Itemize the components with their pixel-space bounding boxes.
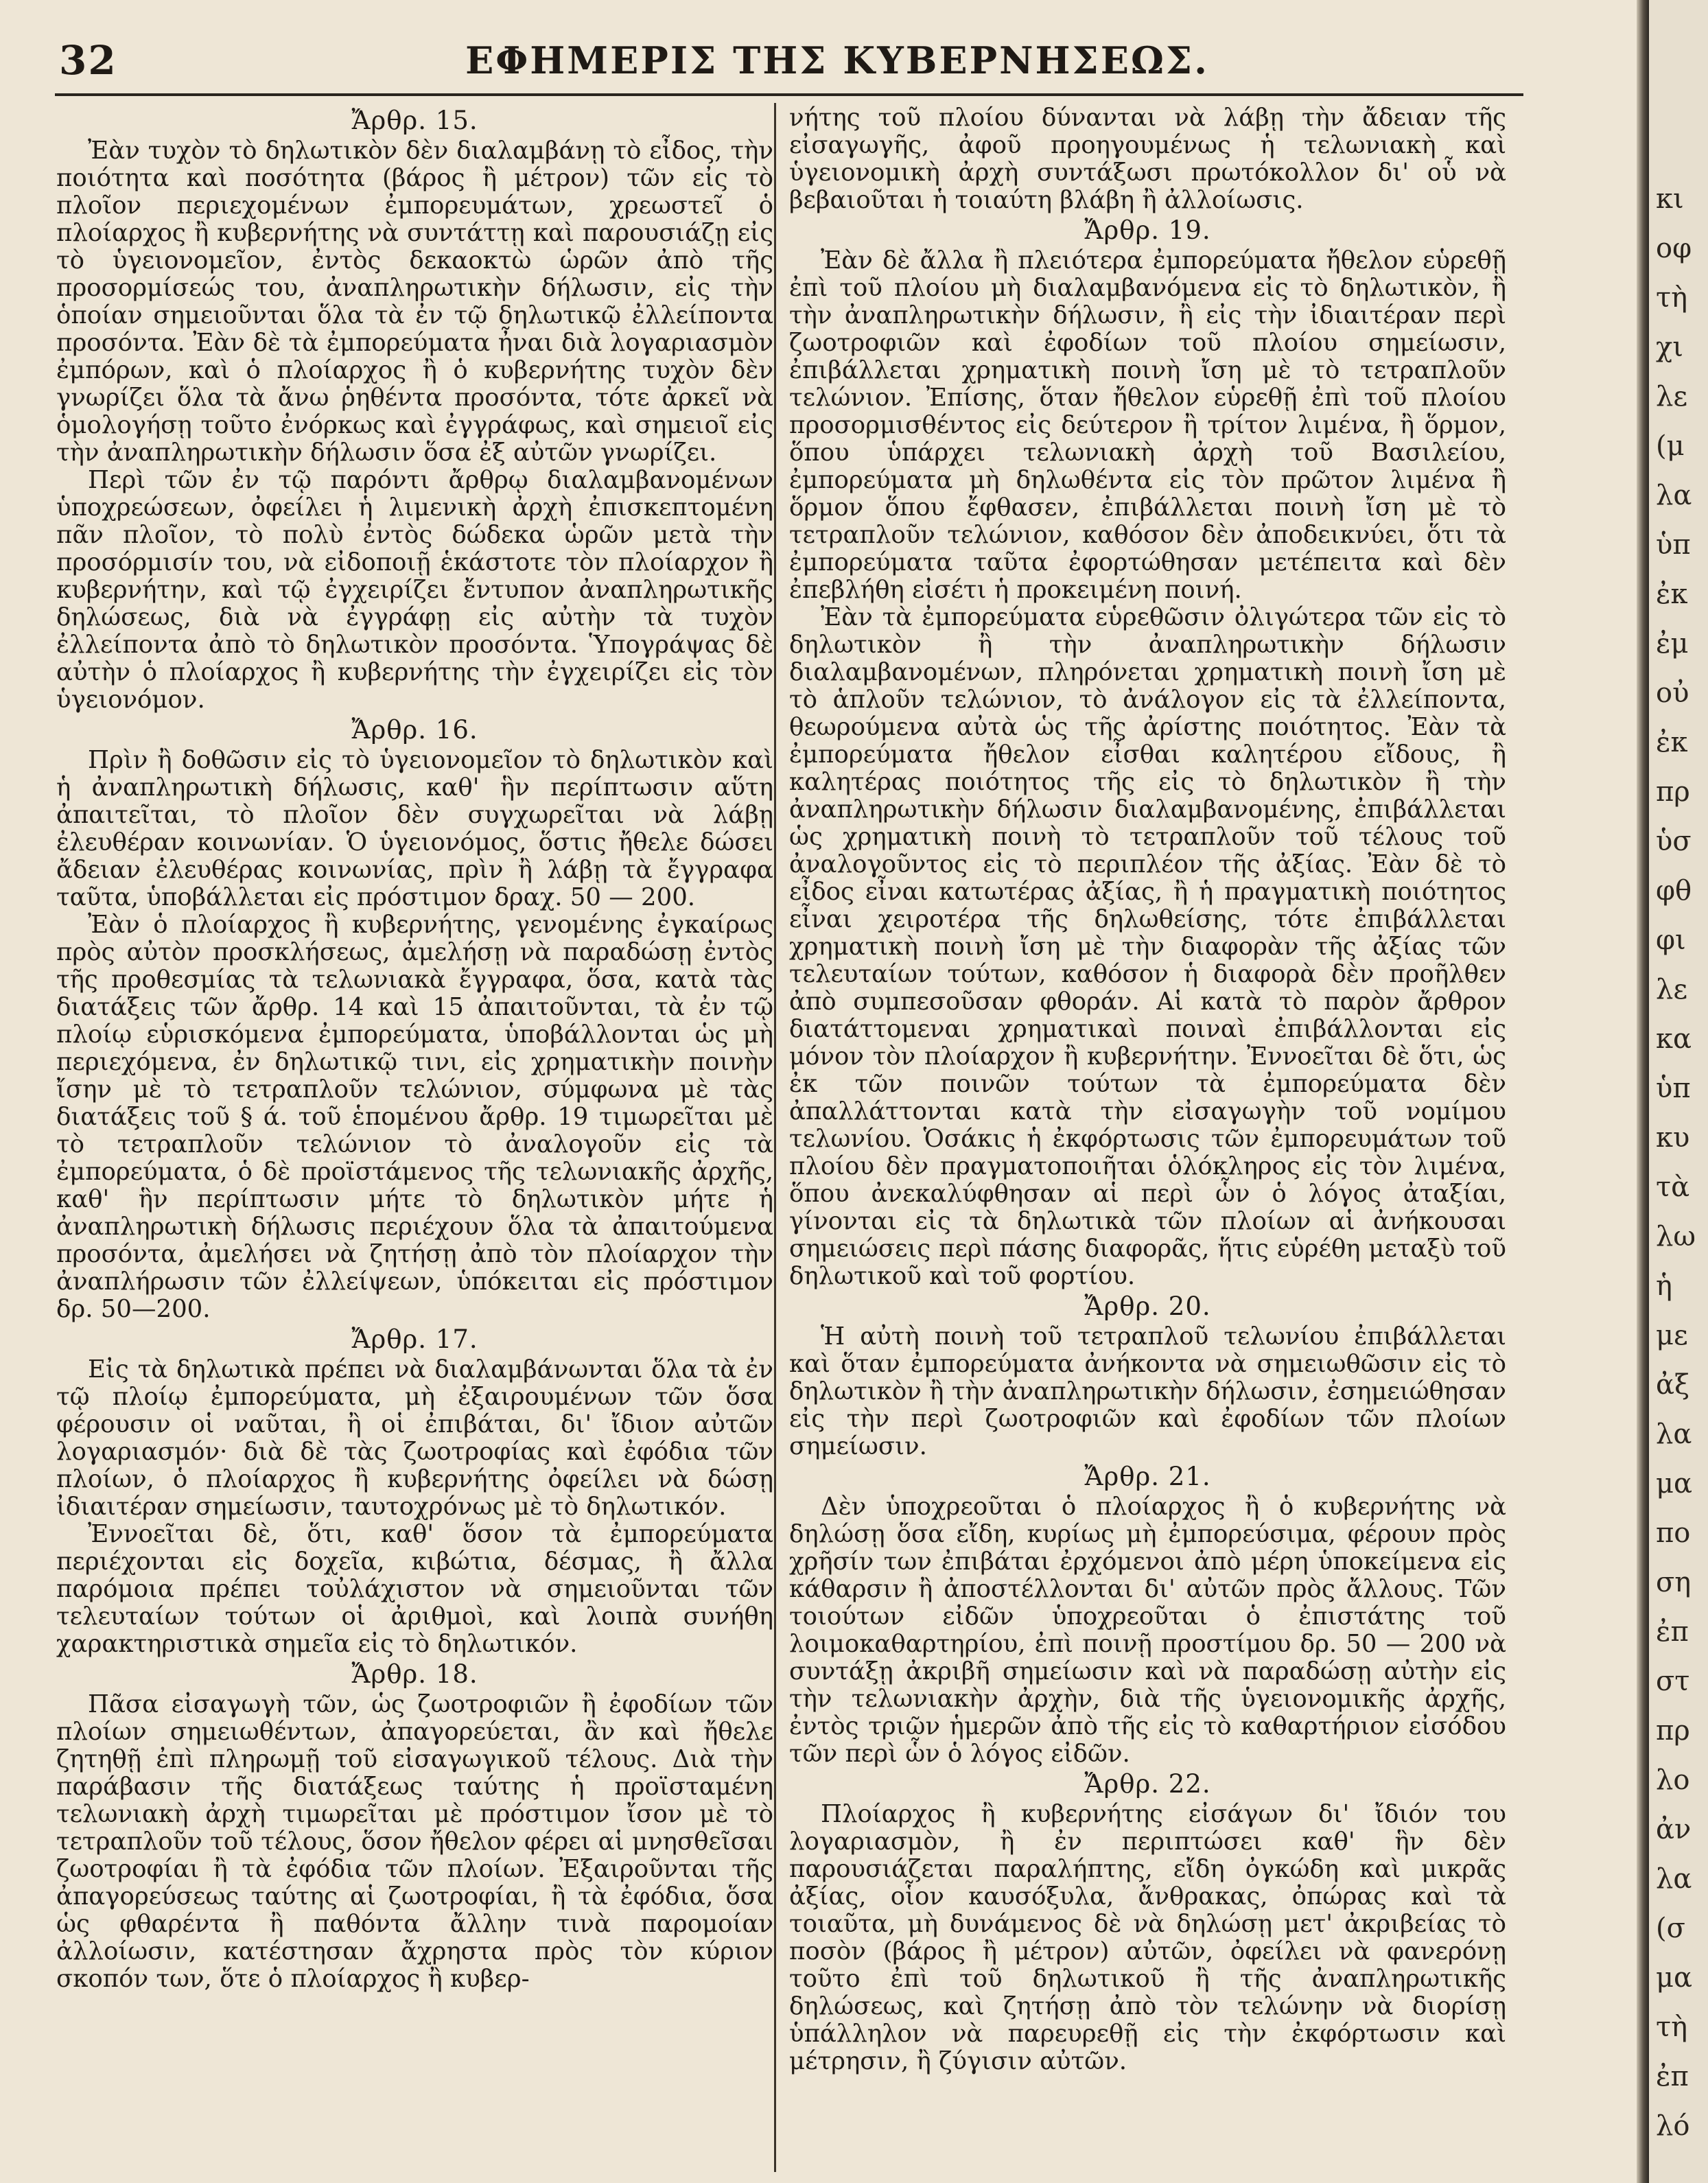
facing-page-fragment: ὑπ [1656, 1073, 1691, 1104]
facing-page-edge [1649, 0, 1708, 2183]
page-header [55, 34, 1619, 82]
facing-page-fragment: ἐπ [1656, 2061, 1689, 2092]
facing-page-fragment: λα [1656, 1863, 1692, 1895]
facing-page-fragment: ἀξ [1656, 1369, 1690, 1401]
facing-page-fragment: τὴ [1656, 282, 1688, 314]
header-rule [55, 93, 1523, 96]
facing-page-fragment: χι [1656, 331, 1683, 363]
facing-page-fragment: φι [1656, 924, 1686, 956]
article-paragraph: Πρὶν ἢ δοθῶσιν εἰς τὸ ὑγειονομεῖον τὸ δηλωτικὸν καὶ ἡ ἀναπληρωτικὴ δήλωσις, καθ' ἣν περίπτωσιν αὕτη ἀπαιτεῖται, τὸ πλοῖον δὲν συγχωρεῖται νὰ λάβῃ ἐλευθέραν κοινωνίαν. Ὁ ὑγειονόμος, ὅστις ἤθελε δώσει ἄδειαν ἐλευθέρας κοινωνίας, πρὶν ἢ λάβῃ τὰ ἔγγραφα ταῦτα, ὑποβάλλεται εἰς πρόστιμον δραχ. 50 — 200. [56, 746, 773, 911]
facing-page-fragment: λω [1656, 1221, 1696, 1252]
facing-page-fragment: στ [1656, 1666, 1690, 1697]
article-heading: Ἄρθρ. 21. [1084, 1462, 1211, 1491]
facing-page-fragment: κα [1656, 1023, 1692, 1055]
article-heading: Ἄρθρ. 16. [351, 715, 478, 745]
article-heading: Ἄρθρ. 20. [1084, 1292, 1211, 1321]
facing-page-fragment: με [1656, 1320, 1688, 1351]
article-paragraph: Πᾶσα εἰσαγωγὴ τῶν, ὡς ζωοτροφιῶν ἢ ἐφοδίων τῶν πλοίων σημειωθέντων, ἀπαγορεύεται, ἂν καὶ ἤθελε ζητηθῇ ἐπὶ πληρωμῇ τοῦ εἰσαγωγικοῦ τέλους. Διὰ τὴν παράβασιν τῆς διατάξεως ταύτης ἡ προϊσταμένη τελωνιακὴ ἀρχὴ τιμωρεῖται μὲ πρόστιμον ἴσον μὲ τὸ τετραπλοῦν τοῦ τέλους, ὅσον ἤθελον φέρει αἱ μνησθεῖσαι ζωοτροφίαι ἢ τὰ ἐφόδια τῶν πλοίων. Ἐξαιροῦνται τῆς ἀπαγορεύσεως ταύτης αἱ ζωοτροφίαι, ἢ τὰ ἐφόδια, ὅσα ὡς φθαρέντα ἢ παθόντα ἄλλην τινὰ παρομοίαν ἀλλοίωσιν, κατέστησαν ἄχρηστα πρὸς τὸν κύριον σκοπόν των, ὅτε ὁ πλοίαρχος ἢ κυβερ- [56, 1690, 773, 1993]
article-paragraph: Περὶ τῶν ἐν τῷ παρόντι ἄρθρῳ διαλαμβανομένων ὑποχρεώσεων, ὀφείλει ἡ λιμενικὴ ἀρχὴ ἐπισκεπτομένη πᾶν πλοῖον, τὸ πολὺ ἐντὸς δώδεκα ὡρῶν μετὰ τὴν προσόρμισίν του, νὰ εἰδοποιῇ ἑκάστοτε τὸν πλοίαρχον ἢ κυβερνήτην, καὶ τῷ ἐγχειρίζει ἔντυπον ἀναπληρωτικῆς δηλώσεως, διὰ νὰ ἐγγράφῃ εἰς αὐτὴν τὰ τυχὸν ἐλλείποντα ἀπὸ τὸ δηλωτικὸν προσόντα. Ὑπογράψας δὲ αὐτὴν ὁ πλοίαρχος ἢ κυβερνήτης τὴν ἐγχειρίζει εἰς τὸν ὑγειονόμον. [56, 466, 773, 714]
facing-page-fragment: ση [1656, 1567, 1692, 1598]
facing-page-fragment: (μ [1656, 430, 1685, 462]
facing-page-fragment: ὑπ [1656, 529, 1691, 561]
facing-page-fragment: λα [1656, 1419, 1692, 1450]
article-paragraph: Ἐὰν δὲ ἄλλα ἢ πλειότερα ἐμπορεύματα ἤθελον εὑρεθῇ ἐπὶ τοῦ πλοίου μὴ διαλαμβανόμενα εἰς τὸ δηλωτικὸν, ἢ τὴν ἀναπληρωτικὴν δήλωσιν, ἢ εἰς τὴν ἰδιαιτέραν περὶ ζωοτροφιῶν καὶ ἐφοδίων τοῦ πλοίου σημείωσιν, ἐπιβάλλεται χρηματικὴ ποινὴ ἴση μὲ τὸ τετραπλοῦν τελώνιον. Ἐπίσης, ὅταν ἤθελον εὑρεθῇ ἐπὶ τοῦ πλοίου προσορμισθέντος εἰς δεύτερον ἢ τρίτον λιμένα, ἢ ὅρμον, ὅπου ὑπάρχει τελωνιακὴ ἀρχὴ τοῦ Βασιλείου, ἐμπορεύματα μὴ δηλωθέντα εἰς τὸν πρῶτον λιμένα ἢ ὅρμον ὅπου ἔφθασεν, ἐπιβάλλεται ποινὴ ἴση μὲ τὸ τετραπλοῦν τελώνιον, καθόσον δὲν ἀποδεικνύει, ὅτι τὰ ἐμπορεύματα ταῦτα ἐφορτώθησαν μετέπειτα καὶ δὲν ἐπεβλήθη εἰσέτι ἡ προκειμένη ποινή. [789, 246, 1506, 604]
facing-page-fragment: λε [1656, 381, 1688, 412]
facing-page-fragment: πο [1656, 1517, 1691, 1549]
article-heading: Ἄρθρ. 18. [351, 1659, 478, 1689]
column-divider [774, 103, 776, 2172]
article-heading: Ἄρθρ. 19. [1084, 215, 1211, 245]
facing-page-fragment: ἐκ [1656, 727, 1688, 758]
facing-page-fragment: τὰ [1656, 1171, 1690, 1203]
facing-page-fragment: μα [1656, 1962, 1693, 1994]
facing-page-fragment: τὴ [1656, 2011, 1688, 2043]
article-paragraph: Πλοίαρχος ἢ κυβερνήτης εἰσάγων δι' ἴδιόν του λογαριασμὸν, ἢ ἐν περιπτώσει καθ' ἣν δὲν παρουσιάζεται παραλήπτης, εἴδη ὀγκώδη καὶ μικρᾶς ἀξίας, οἷον καυσόξυλα, ἄνθρακας, ὀπώρας καὶ τὰ τοιαῦτα, μὴ δυνάμενος δὲ νὰ δηλώσῃ μετ' ἀκριβείας τὸ ποσὸν (βάρος ἢ μέτρον) αὐτῶν, ὀφείλει νὰ φανερόνῃ τοῦτο ἐπὶ τοῦ δηλωτικοῦ ἢ τῆς ἀναπληρωτικῆς δηλώσεως, καὶ ζητήσῃ ἀπὸ τὸν τελώνην νὰ διορίσῃ ὑπάλληλον νὰ παρευρεθῇ εἰς τὴν ἐκφόρτωσιν καὶ μέτρησιν, ἢ ζύγισιν αὐτῶν. [789, 1800, 1506, 2075]
article-paragraph: Ἐὰν τυχὸν τὸ δηλωτικὸν δὲν διαλαμβάνῃ τὸ εἶδος, τὴν ποιότητα καὶ ποσότητα (βάρος ἢ μέτρον) τῶν εἰς τὸ πλοῖον περιεχομένων ἐμπορευμάτων, χρεωστεῖ ὁ πλοίαρχος ἢ κυβερνήτης νὰ συντάττῃ καὶ παρουσιάζῃ εἰς τὸ ὑγειονομεῖον, ἐντὸς δεκαοκτὼ ὡρῶν ἀπὸ τῆς προσορμίσεώς του, ἀναπληρωτικὴν δήλωσιν, εἰς τὴν ὁποίαν σημειοῦνται ὅλα τὰ ἐν τῷ δηλωτικῷ ἐλλείποντα προσόντα. Ἐὰν δὲ τὰ ἐμπορεύματα ἦναι διὰ λογαριασμὸν ἐμπόρων, καὶ ὁ πλοίαρχος ἢ ὁ κυβερνήτης τυχὸν δὲν γνωρίζει ὅλα τὰ ἄνω ῥηθέντα προσόντα, τότε ἀρκεῖ νὰ ὁμολογήσῃ τοῦτο ἐνόρκως καὶ ἐγγράφως, καὶ σημειοῖ εἰς τὴν ἀναπληρωτικὴν δήλωσιν ὅσα ἐξ αὐτῶν γνωρίζει. [56, 137, 773, 467]
article-paragraph: Ἡ αὐτὴ ποινὴ τοῦ τετραπλοῦ τελωνίου ἐπιβάλλεται καὶ ὅταν ἐμπορεύματα ἀνήκοντα νὰ σημειωθῶσιν εἰς τὸ δηλωτικὸν ἢ τὴν ἀναπληρωτικὴν δήλωσιν, ἐσημειώθησαν εἰς τὴν περὶ ζωοτροφιῶν καὶ ἐφοδίων τῶν πλοίων σημείωσιν. [789, 1322, 1506, 1460]
facing-page-fragment: ἐκ [1656, 579, 1688, 610]
page-number: 32 [59, 37, 117, 84]
running-head-title: ΕΦΗΜΕΡΙΣ ΤΗΣ ΚΥΒΕΡΝΗΣΕΩΣ. [465, 38, 1209, 82]
article-heading: Ἄρθρ. 17. [351, 1324, 478, 1354]
facing-page-fragment: λο [1656, 1764, 1690, 1796]
facing-page-fragment: ἀν [1656, 1814, 1692, 1845]
left-column [56, 104, 773, 1993]
facing-page-fragment: πρ [1656, 1715, 1690, 1747]
facing-page-fragment: οὐ [1656, 677, 1689, 709]
facing-page-fragment: λό [1656, 2110, 1690, 2142]
facing-page-fragment: λα [1656, 480, 1692, 511]
right-column [789, 104, 1506, 2075]
article-paragraph: Εἰς τὰ δηλωτικὰ πρέπει νὰ διαλαμβάνωνται ὅλα τὰ ἐν τῷ πλοίῳ ἐμπορεύματα, μὴ ἐξαιρουμένων τῶν ὅσα φέρουσιν οἱ ναῦται, ἢ οἱ ἐπιβάται, δι' ἴδιον αὐτῶν λογαριασμόν· διὰ δὲ τὰς ζωοτροφίας καὶ ἐφόδια τῶν πλοίων, ὁ πλοίαρχος ἢ κυβερνήτης ὀφείλει νὰ δώσῃ ἰδιαιτέραν σημείωσιν, ταυτοχρόνως μὲ τὸ δηλωτικόν. [56, 1355, 773, 1521]
facing-page-fragment: οφ [1656, 233, 1692, 264]
facing-page-fragment: ἐπ [1656, 1616, 1689, 1648]
facing-page-fragment: ἐμ [1656, 628, 1689, 659]
facing-page-fragment: ὑσ [1656, 826, 1692, 857]
article-paragraph: Ἐὰν τὰ ἐμπορεύματα εὑρεθῶσιν ὀλιγώτερα τῶν εἰς τὸ δηλωτικὸν ἢ τὴν ἀναπληρωτικὴν δήλωσιν διαλαμβανομένων, πληρόνεται χρηματικὴ ποινὴ ἴση μὲ τὸ ἁπλοῦν τελώνιον, τὸ ἀνάλογον εἰς τὰ ἐλλείποντα, θεωρούμενα αὐτὰ ὡς τῆς ἀρίστης ποιότητος. Ἐὰν τὰ ἐμπορεύματα ἤθελον εἶσθαι καλητέρου εἴδους, ἢ καλητέρας ποιότητος τῆς εἰς τὸ δηλωτικὸν ἢ τὴν ἀναπληρωτικὴν δήλωσιν διαλαμβανομένης, ἐπιβάλλεται ὡς χρηματικὴ ποινὴ τὸ τετραπλοῦν τοῦ τέλους τοῦ ἀναλογοῦντος εἰς τὸ περιπλέον τῆς ἀξίας. Ἐὰν δὲ τὸ εἶδος εἶναι κατωτέρας ἀξίας, ἢ ἡ πραγματικὴ ποιότητος εἶναι χειροτέρα τῆς δηλωθείσης, τότε ἐπιβάλλεται χρηματικὴ ποινὴ ἴση μὲ τὴν διαφορὰν τῆς ἀξίας τῶν τελευταίων τούτων, καθόσον ἡ διαφορὰ δὲν προῆλθεν ἀπὸ συμπεσοῦσαν φθοράν. Αἱ κατὰ τὸ παρὸν ἄρθρον διατάττομεναι χρηματικαὶ ποιναὶ ἐπιβάλλονται εἰς μόνον τὸν πλοίαρχον ἢ κυβερνήτην. Ἐννοεῖται δὲ ὅτι, ὡς ἐκ τῶν ποινῶν τούτων τὰ ἐμπορεύματα δὲν ἀπαλλάττονται κατὰ τὴν εἰσαγωγὴν τοῦ νομίμου τελωνίου. Ὁσάκις ἡ ἐκφόρτωσις τῶν ἐμπορευμάτων τοῦ πλοίου δὲν πραγματοποιῆται ὁλόκληρος εἰς τὸν λιμένα, ὅπου ἀνεκαλύφθησαν αἱ περὶ ὧν ὁ λόγος ἀταξίαι, γίνονται εἰς τὰ δηλωτικὰ τῶν πλοίων αἱ ἀνήκουσαι σημειώσεις περὶ πάσης διαφορᾶς, ἥτις εὑρέθη μεταξὺ τοῦ δηλωτικοῦ καὶ τοῦ φορτίου. [789, 603, 1506, 1290]
article-paragraph: Ἐὰν ὁ πλοίαρχος ἢ κυβερνήτης, γενομένης ἐγκαίρως πρὸς αὐτὸν προσκλήσεως, ἀμελήσῃ νὰ παραδώσῃ ἐντὸς τῆς προθεσμίας τὰ τελωνιακὰ ἔγγραφα, ὅσα, κατὰ τὰς διατάξεις τῶν ἄρθρ. 14 καὶ 15 ἀπαιτοῦνται, τὰ ἐν τῷ πλοίῳ εὑρισκόμενα ἐμπορεύματα, ὑποβάλλονται ὡς μὴ περιεχόμενα, ἐν δηλωτικῷ τινι, εἰς χρηματικὴν ποινὴν ἴσην μὲ τὸ τετραπλοῦν τελώνιον, σύμφωνα μὲ τὰς διατάξεις τοῦ § ά. τοῦ ἑπομένου ἄρθρ. 19 τιμωρεῖται μὲ τὸ τετραπλοῦν τελώνιον τὸ ἀναλογοῦν εἰς τὰ ἐμπορεύματα, ὁ δὲ προϊστάμενος τῆς τελωνιακῆς ἀρχῆς, καθ' ἣν περίπτωσιν μήτε τὸ δηλωτικὸν μήτε ἡ ἀναπληρωτικὴ δήλωσις περιέχουν ὅλα τὰ ἀπαιτούμενα προσόντα, ἀμελήσει νὰ ζητήσῃ ἀπὸ τὸν πλοίαρχον τὴν ἀναπλήρωσιν τῶν ἐλλείψεων, ὑπόκειται εἰς πρόστιμον δρ. 50—200. [56, 911, 773, 1323]
article-paragraph: Δὲν ὑποχρεοῦται ὁ πλοίαρχος ἢ ὁ κυβερνήτης νὰ δηλώσῃ ὅσα εἴδη, κυρίως μὴ ἐμπορεύσιμα, φέρουν πρὸς χρῆσίν των ἐπιβάται ἐρχόμενοι ἀπὸ μέρη ὑποκείμενα εἰς κάθαρσιν ἢ ἀποστέλλονται δι' αὐτῶν πρὸς ἄλλους. Τῶν τοιούτων εἰδῶν ὑποχρεοῦται ὁ ἐπιστάτης τοῦ λοιμοκαθαρτηρίου, ἐπὶ ποινῇ προστίμου δρ. 50 — 200 νὰ συντάξῃ ἀκριβῆ σημείωσιν καὶ νὰ παραδώσῃ αὐτὴν εἰς τὴν τελωνιακὴν ἀρχὴν, διὰ τῆς ὑγειονομικῆς ἀρχῆς, ἐντὸς τριῶν ἡμερῶν ἀπὸ τῆς εἰς τὸ καθαρτήριον εἰσόδου τῶν περὶ ὧν ὁ λόγος εἰδῶν. [789, 1493, 1506, 1768]
facing-page-fragment: λε [1656, 974, 1688, 1005]
facing-page-fragment: πρ [1656, 776, 1690, 808]
facing-page-fragment: κι [1656, 183, 1684, 215]
facing-page-fragment: (σ [1656, 1913, 1685, 1944]
article-heading: Ἄρθρ. 22. [1084, 1769, 1211, 1799]
article-heading: Ἄρθρ. 15. [351, 106, 478, 135]
article-paragraph: νήτης τοῦ πλοίου δύνανται νὰ λάβῃ τὴν ἄδειαν τῆς εἰσαγωγῆς, ἀφοῦ προηγουμένως ἡ τελωνιακὴ καὶ ὑγειονομικὴ ἀρχὴ συντάξωσι πρωτόκολλον δι' οὗ νὰ βεβαιοῦται ἡ τοιαύτη βλάβη ἢ ἀλλοίωσις. [789, 104, 1506, 214]
facing-page-fragment: μα [1656, 1468, 1693, 1499]
book-gutter [1637, 0, 1649, 2183]
facing-page-fragment: κυ [1656, 1122, 1690, 1154]
facing-page-fragment: ἡ [1656, 1270, 1672, 1302]
article-paragraph: Ἐννοεῖται δὲ, ὅτι, καθ' ὅσον τὰ ἐμπορεύματα περιέχονται εἰς δοχεῖα, κιβώτια, δέσμας, ἢ ἄλλα παρόμοια πρέπει τοὐλάχιστον νὰ σημειοῦνται τῶν τελευταίων τούτων οἱ ἀριθμοὶ, καὶ λοιπὰ συνήθη χαρακτηριστικὰ σημεῖα εἰς τὸ δηλωτικόν. [56, 1520, 773, 1658]
facing-page-fragment: φθ [1656, 875, 1692, 907]
